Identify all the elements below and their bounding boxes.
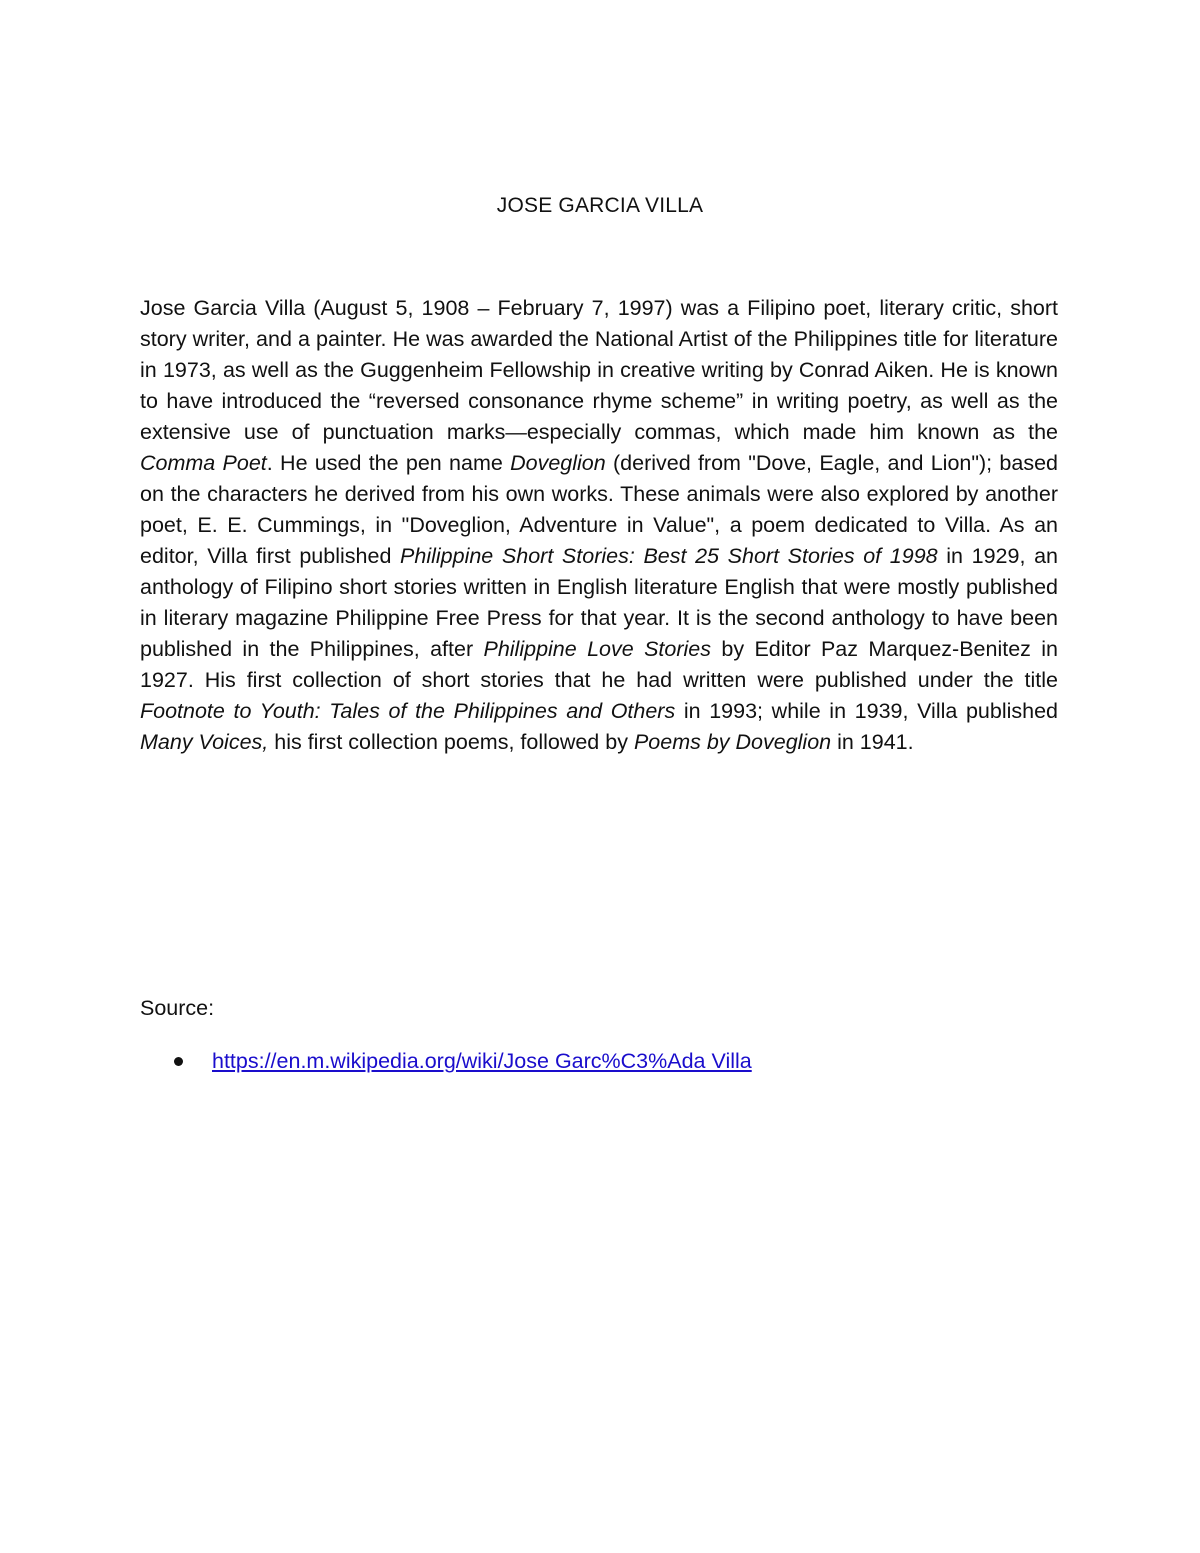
document-title: JOSE GARCIA VILLA	[496, 194, 704, 217]
paragraph-run: by Editor Paz Marquez-Benitez in 1927. His first collection of short stories that he had written were published under the title	[140, 637, 1059, 692]
paragraph-run-italic: Comma Poet	[140, 451, 267, 475]
paragraph-run: Jose Garcia Villa (August 5, 1908 – February 7, 1997) was a Filipino poet, literary critic, short story writer, and a painter. He was awarded the National Artist of the Philippines title for literature in 1973, as well as the Guggenheim Fellowship in creative writing by Conrad Aiken. He is known to have introduced the “reversed consonance rhyme scheme” in writing poetry, as well as the extensive use of punctuation marks—especially commas, which made him known as the	[140, 296, 1058, 444]
source-list	[140, 1046, 1040, 1077]
paragraph-run: in 1993; while in 1939, Villa published	[675, 699, 1059, 723]
paragraph-run: his first collection poems, followed by	[268, 730, 634, 754]
paragraph-run-italic: Philippine Short Stories: Best 25 Short Stories of 1998	[400, 544, 938, 568]
paragraph-run: in 1941.	[831, 730, 914, 754]
paragraph-run-italic: Philippine Love Stories	[483, 637, 711, 661]
source-list-item	[140, 1046, 1040, 1077]
paragraph-run-italic: Poems by Doveglion	[633, 730, 832, 754]
biography-paragraph	[140, 293, 1058, 758]
paragraph-run-italic: Footnote to Youth: Tales of the Philippines and Others	[140, 699, 676, 723]
paragraph-run-italic: Many Voices,	[140, 730, 269, 754]
paragraph-run: . He used the pen name	[266, 451, 511, 475]
source-link[interactable]: https://en.m.wikipedia.org/wiki/Jose Garc%C3%Ada Villa	[212, 1049, 752, 1073]
source-label: Source:	[140, 996, 215, 1020]
paragraph-run: in 1929, an anthology of Filipino short stories written in English literature English that were mostly published in literary magazine Philippine Free Press for that year. It is the second anthology to have been published in the Philippines, after	[140, 544, 1058, 661]
paragraph-run-italic: Doveglion	[510, 451, 606, 475]
bullet-icon	[174, 1057, 183, 1066]
paragraph-run: (derived from "Dove, Eagle, and Lion"); based on the characters he derived from his own works. These animals were also explored by another poet, E. E. Cummings, in "Doveglion, Adventure in Value", a poem dedicated to Villa. As an editor, Villa first published	[140, 451, 1058, 568]
